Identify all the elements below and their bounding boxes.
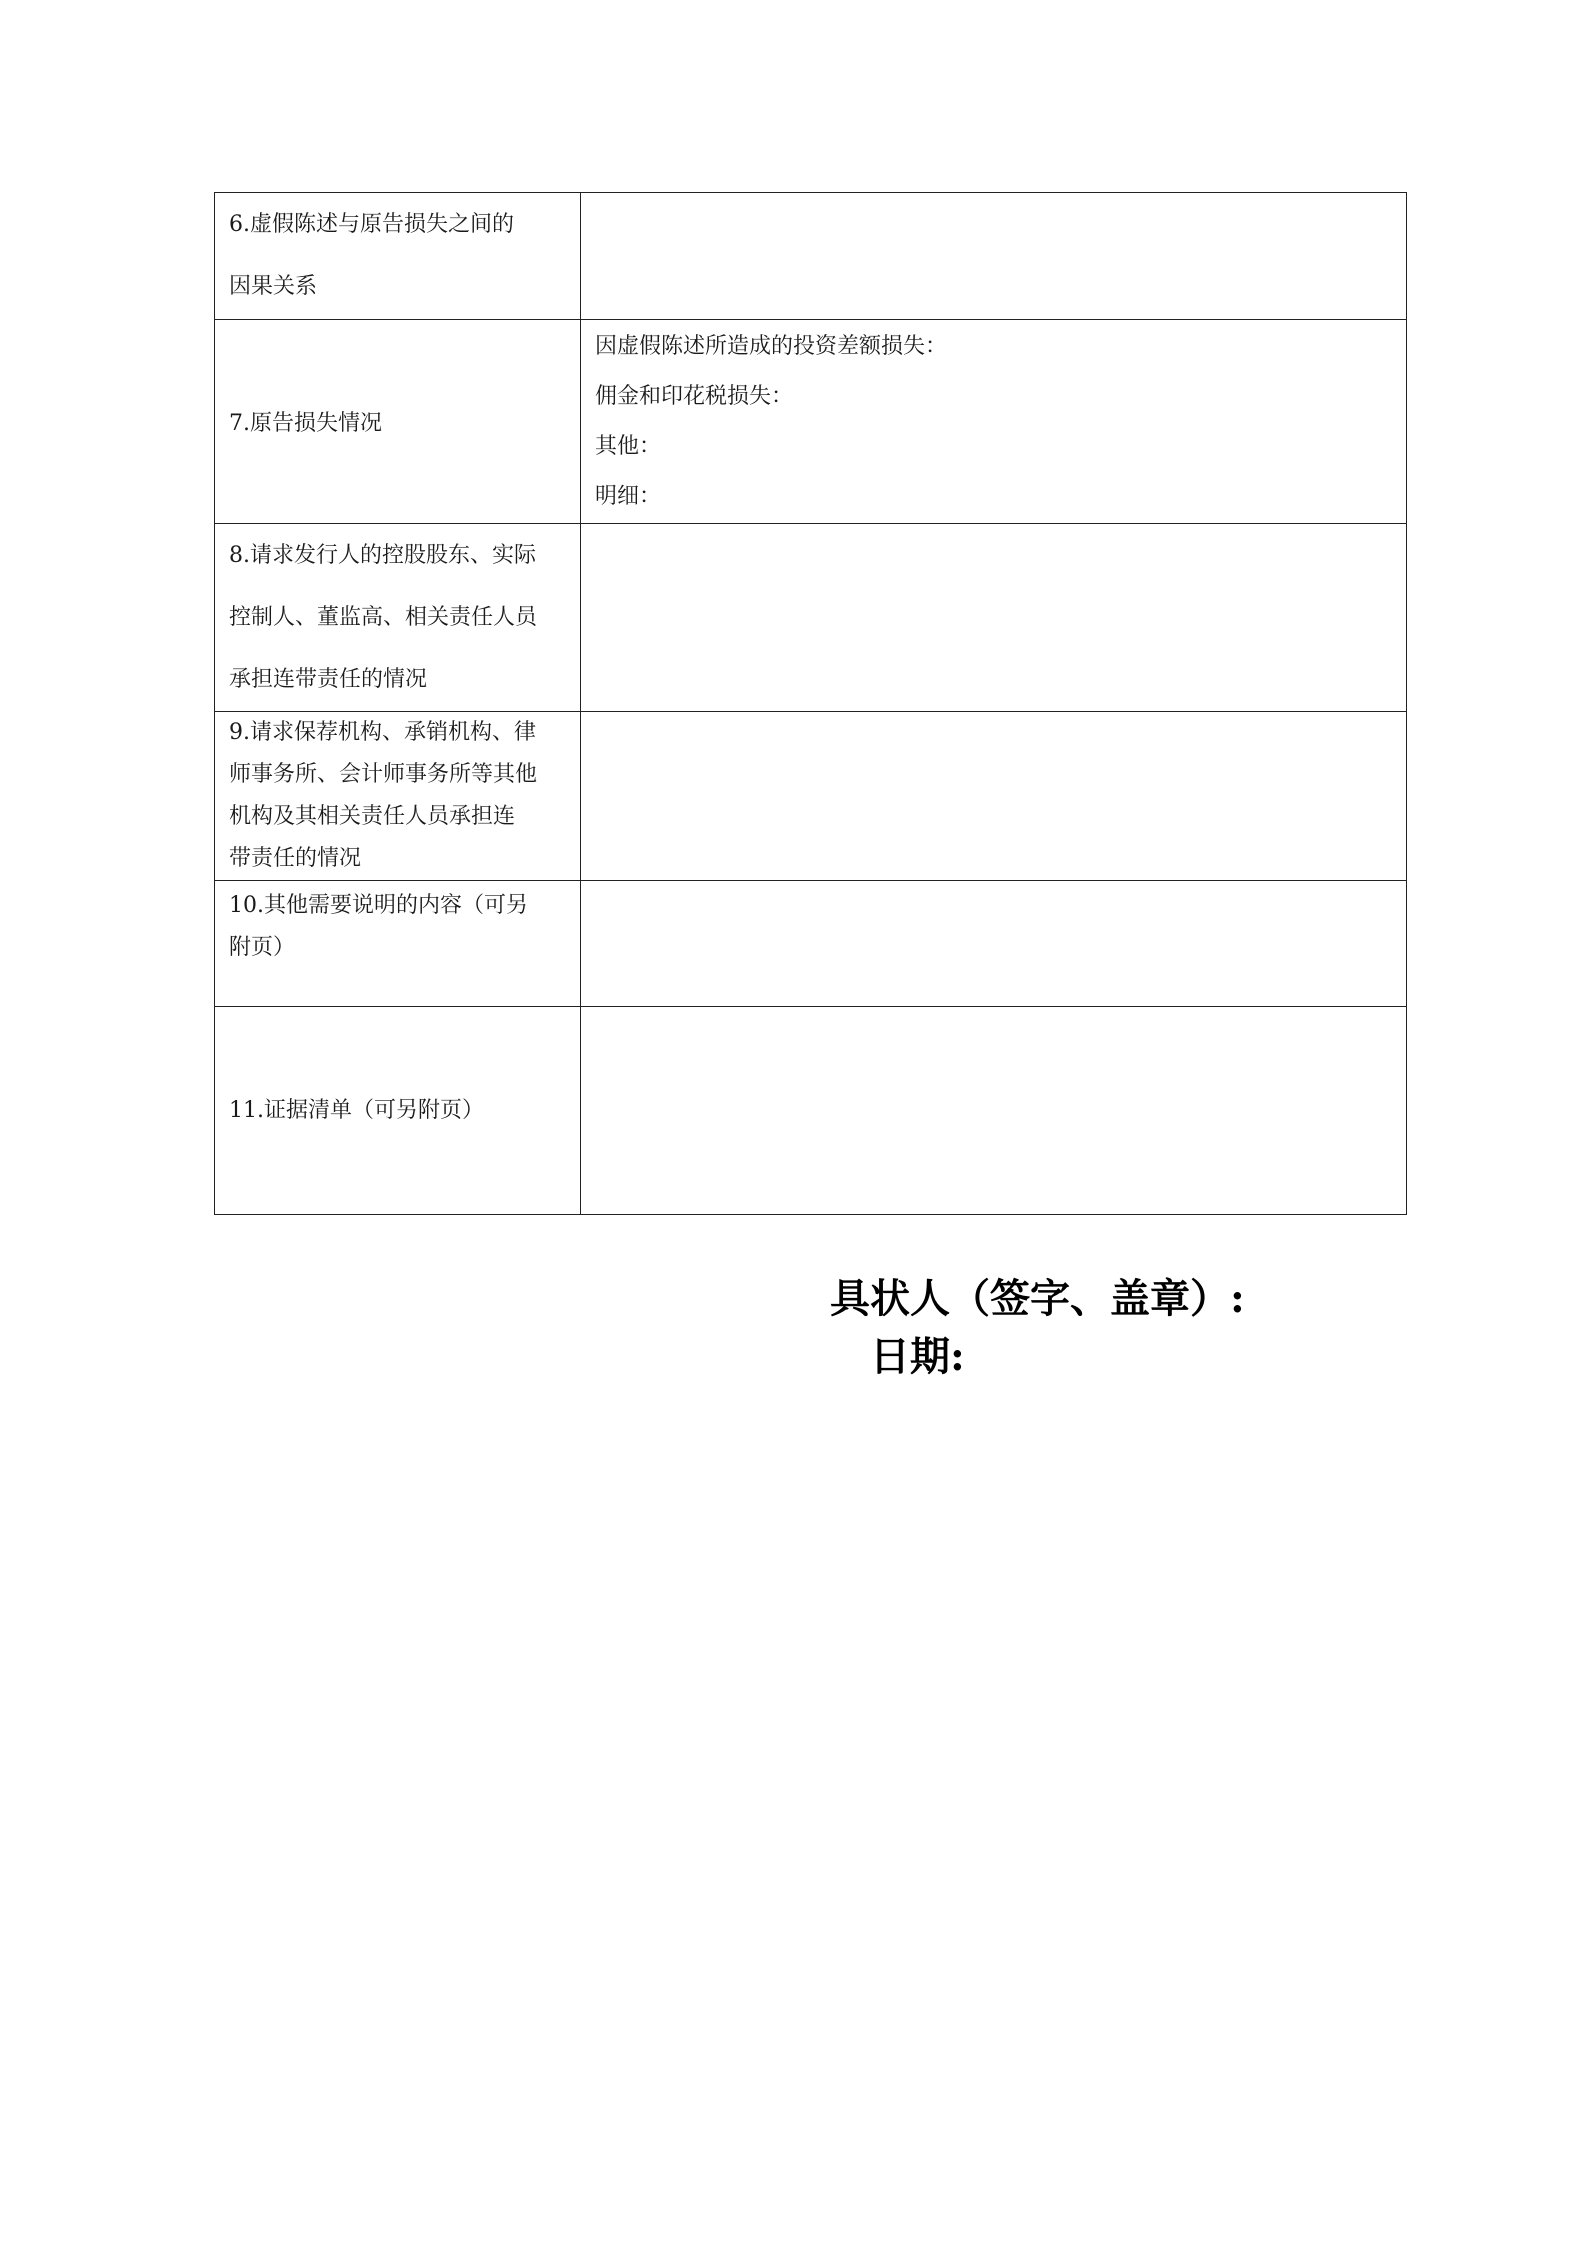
table-row bbox=[215, 320, 1407, 524]
table-row bbox=[215, 712, 1407, 881]
row-value-evidence-list[interactable] bbox=[581, 1007, 1407, 1215]
table-row bbox=[215, 1007, 1407, 1215]
row-label-evidence-list: 11.证据清单（可另附页） bbox=[215, 1007, 581, 1215]
row-label-intermediaries: 9.请求保荐机构、承销机构、律 师事务所、会计师事务所等其他 机构及其相关责任人员承担连 带责任的情况 bbox=[215, 712, 581, 881]
table-row bbox=[215, 193, 1407, 320]
row-label-controlling-shareholder: 8.请求发行人的控股股东、实际 控制人、董监高、相关责任人员 承担连带责任的情况 bbox=[215, 524, 581, 712]
row-value-causation[interactable] bbox=[581, 193, 1407, 320]
row-label-other-notes: 10.其他需要说明的内容（可另 附页） bbox=[215, 881, 581, 1007]
complaint-form-table bbox=[214, 192, 1407, 1215]
loss-investment-difference: 因虚假陈述所造成的投资差额损失： bbox=[595, 333, 948, 359]
date-label: 日期: bbox=[870, 1333, 965, 1380]
row-label-losses: 7.原告损失情况 bbox=[215, 320, 581, 524]
signer-label: 具状人（签字、盖章）: bbox=[830, 1275, 1245, 1322]
signature-block bbox=[830, 1270, 1245, 1386]
row-value-losses[interactable] bbox=[581, 320, 1407, 524]
loss-commission-stamp-tax: 佣金和印花税损失： bbox=[595, 383, 794, 409]
loss-other: 其他： bbox=[595, 433, 662, 459]
row-label-causation: 6.虚假陈述与原告损失之间的 因果关系 bbox=[215, 193, 581, 320]
row-value-controlling-shareholder[interactable] bbox=[581, 524, 1407, 712]
row-value-intermediaries[interactable] bbox=[581, 712, 1407, 881]
table-row bbox=[215, 524, 1407, 712]
loss-details: 明细： bbox=[595, 483, 662, 509]
row-value-other-notes[interactable] bbox=[581, 881, 1407, 1007]
table-row bbox=[215, 881, 1407, 1007]
